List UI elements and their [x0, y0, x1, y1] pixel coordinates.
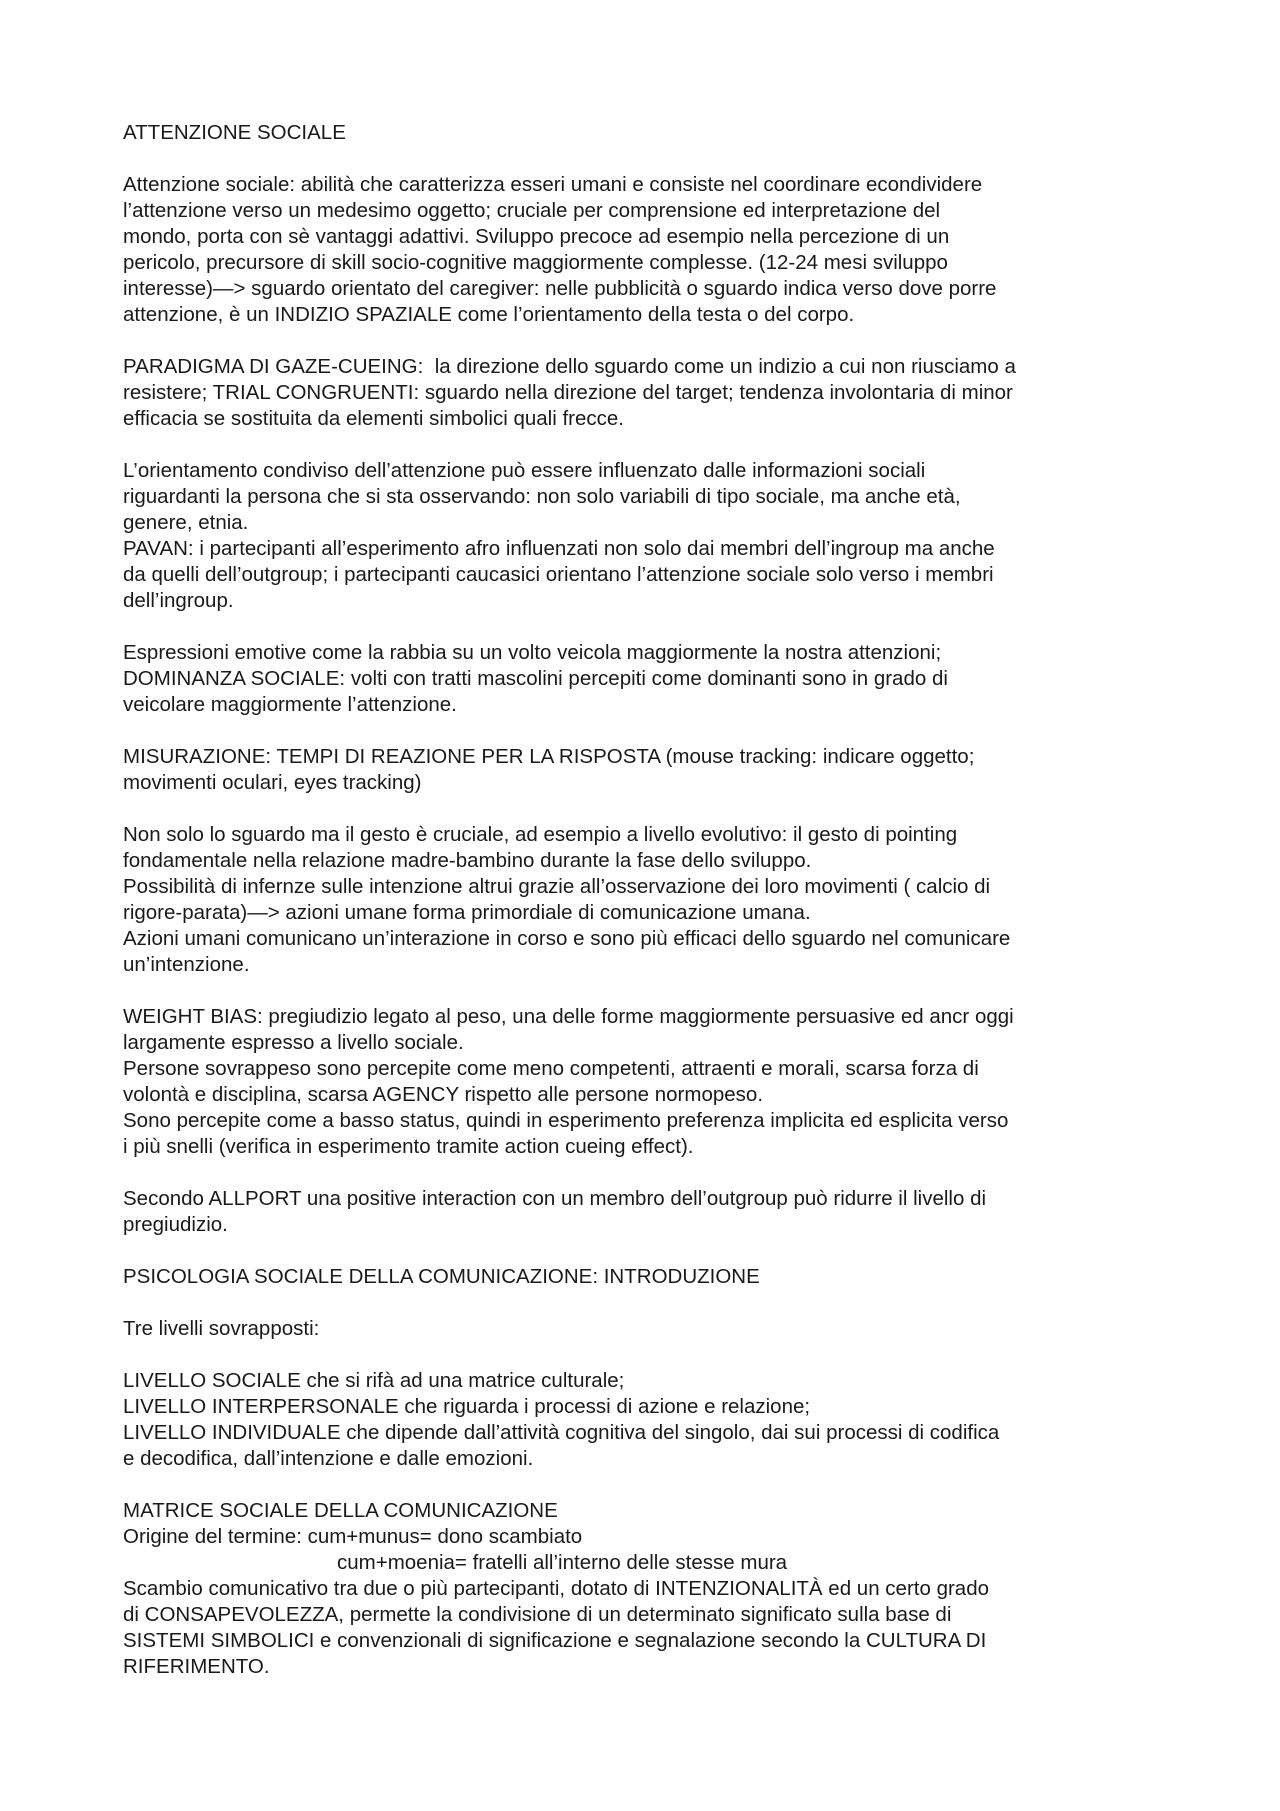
text-line: LIVELLO INDIVIDUALE che dipende dall’attività cognitiva del singolo, dai sui processi di codifica [123, 1421, 1000, 1444]
paragraph [123, 640, 1183, 718]
text-line: attenzione, è un INDIZIO SPAZIALE come l’orientamento della testa o del corpo. [123, 303, 855, 326]
text-line: mondo, porta con sè vantaggi adattivi. Sviluppo precoce ad esempio nella percezione di un [123, 225, 950, 248]
text-line: i più snelli (verifica in esperimento tramite action cueing effect). [123, 1135, 694, 1158]
origin-line-continued: cum+moenia= fratelli all’interno delle stesse mura [337, 1551, 788, 1574]
text-line: largamente espresso a livello sociale. [123, 1031, 464, 1054]
text-line: efficacia se sostituita da elementi simbolici quali frecce. [123, 407, 624, 430]
text-line: veicolare maggiormente l’attenzione. [123, 693, 457, 716]
paragraph-gap [123, 1342, 1183, 1368]
paragraph [123, 1186, 1183, 1238]
text-line: Azioni umani comunicano un’interazione in corso e sono più efficaci dello sguardo nel comunicare [123, 927, 1011, 950]
text-line: Non solo lo sguardo ma il gesto è cruciale, ad esempio a livello evolutivo: il gesto di pointing [123, 823, 958, 846]
text-line: volontà e disciplina, scarsa AGENCY rispetto alle persone normopeso. [123, 1083, 764, 1106]
text-line: da quelli dell’outgroup; i partecipanti caucasici orientano l’attenzione sociale solo verso i membri [123, 563, 994, 586]
final-section [123, 1498, 1183, 1680]
text-line: rigore-parata)—> azioni umane forma primordiale di comunicazione umana. [123, 901, 811, 924]
text-line: Scambio comunicativo tra due o più partecipanti, dotato di INTENZIONALITÀ ed un certo grado [123, 1577, 989, 1600]
paragraph [123, 172, 1183, 328]
paragraph [123, 1264, 1183, 1290]
paragraph-gap [123, 718, 1183, 744]
origin-line: Origine del termine: cum+munus= dono scambiato [123, 1525, 583, 1548]
text-line: un’intenzione. [123, 953, 250, 976]
text-line: Attenzione sociale: abilità che caratterizza esseri umani e consiste nel coordinare econdividere [123, 173, 983, 196]
text-line: DOMINANZA SOCIALE: volti con tratti mascolini percepiti come dominanti sono in grado di [123, 667, 948, 690]
paragraph [123, 744, 1183, 796]
text-line: interesse)—> sguardo orientato del caregiver: nelle pubblicità o sguardo indica verso dove porre [123, 277, 997, 300]
paragraph-gap [123, 1160, 1183, 1186]
text-line: dell’ingroup. [123, 589, 234, 612]
text-line: Persone sovrappeso sono percepite come meno competenti, attraenti e morali, scarsa forza di [123, 1057, 979, 1080]
final-section-body [123, 1576, 1183, 1680]
text-line: Espressioni emotive come la rabbia su un volto veicola maggiormente la nostra attenzioni; [123, 641, 942, 664]
paragraph [123, 1004, 1183, 1160]
paragraph-gap [123, 328, 1183, 354]
text-line: riguardanti la persona che si sta osservando: non solo variabili di tipo sociale, ma anche età, [123, 485, 961, 508]
text-line: pregiudizio. [123, 1213, 228, 1236]
paragraph-gap [123, 1472, 1183, 1498]
text-line: Tre livelli sovrapposti: [123, 1317, 320, 1340]
paragraph [123, 354, 1183, 432]
text-line: fondamentale nella relazione madre-bambino durante la fase dello sviluppo. [123, 849, 812, 872]
final-section-heading: MATRICE SOCIALE DELLA COMUNICAZIONE [123, 1499, 558, 1522]
text-line: SISTEMI SIMBOLICI e convenzionali di significazione e segnalazione secondo la CULTURA DI [123, 1629, 987, 1652]
text-line: genere, etnia. [123, 511, 249, 534]
text-line: Secondo ALLPORT una positive interaction con un membro dell’outgroup può ridurre il livello di [123, 1187, 987, 1210]
document-body [123, 172, 1183, 1498]
text-line: LIVELLO INTERPERSONALE che riguarda i processi di azione e relazione; [123, 1395, 811, 1418]
text-line: L’orientamento condiviso dell’attenzione può essere influenzato dalle informazioni sociali [123, 459, 926, 482]
paragraph-gap [123, 432, 1183, 458]
paragraph-gap [123, 1290, 1183, 1316]
text-line: MISURAZIONE: TEMPI DI REAZIONE PER LA RISPOSTA (mouse tracking: indicare oggetto; [123, 745, 975, 768]
paragraph [123, 1316, 1183, 1342]
paragraph [123, 1368, 1183, 1472]
paragraph-gap [123, 1238, 1183, 1264]
paragraph-gap [123, 614, 1183, 640]
paragraph-gap [123, 978, 1183, 1004]
text-line: PSICOLOGIA SOCIALE DELLA COMUNICAZIONE: INTRODUZIONE [123, 1265, 760, 1288]
text-line: Sono percepite come a basso status, quindi in esperimento preferenza implicita ed esplicita verso [123, 1109, 1009, 1132]
text-line: PAVAN: i partecipanti all’esperimento afro influenzati non solo dai membri dell’ingroup ma anche [123, 537, 995, 560]
text-line: movimenti oculari, eyes tracking) [123, 771, 422, 794]
text-line: Possibilità di infernze sulle intenzione altrui grazie all’osservazione dei loro movimenti ( calcio di [123, 875, 991, 898]
text-line: e decodifica, dall’intenzione e dalle emozioni. [123, 1447, 534, 1470]
text-line: l’attenzione verso un medesimo oggetto; cruciale per comprensione ed interpretazione del [123, 199, 941, 222]
document-page [123, 120, 1183, 1680]
paragraph-gap [123, 146, 1183, 172]
text-line: PARADIGMA DI GAZE-CUEING: la direzione dello sguardo come un indizio a cui non riusciamo a [123, 355, 1016, 378]
paragraph [123, 458, 1183, 614]
paragraph [123, 822, 1183, 978]
paragraph-gap [123, 796, 1183, 822]
text-line: pericolo, precursore di skill socio-cognitive maggiormente complesse. (12-24 mesi sviluppo [123, 251, 948, 274]
text-line: resistere; TRIAL CONGRUENTI: sguardo nella direzione del target; tendenza involontaria di minor [123, 381, 1013, 404]
text-line: LIVELLO SOCIALE che si rifà ad una matrice culturale; [123, 1369, 625, 1392]
document-title: ATTENZIONE SOCIALE [123, 121, 346, 144]
text-line: RIFERIMENTO. [123, 1655, 270, 1678]
text-line: WEIGHT BIAS: pregiudizio legato al peso, una delle forme maggiormente persuasive ed ancr oggi [123, 1005, 1014, 1028]
text-line: di CONSAPEVOLEZZA, permette la condivisione di un determinato significato sulla base di [123, 1603, 952, 1626]
